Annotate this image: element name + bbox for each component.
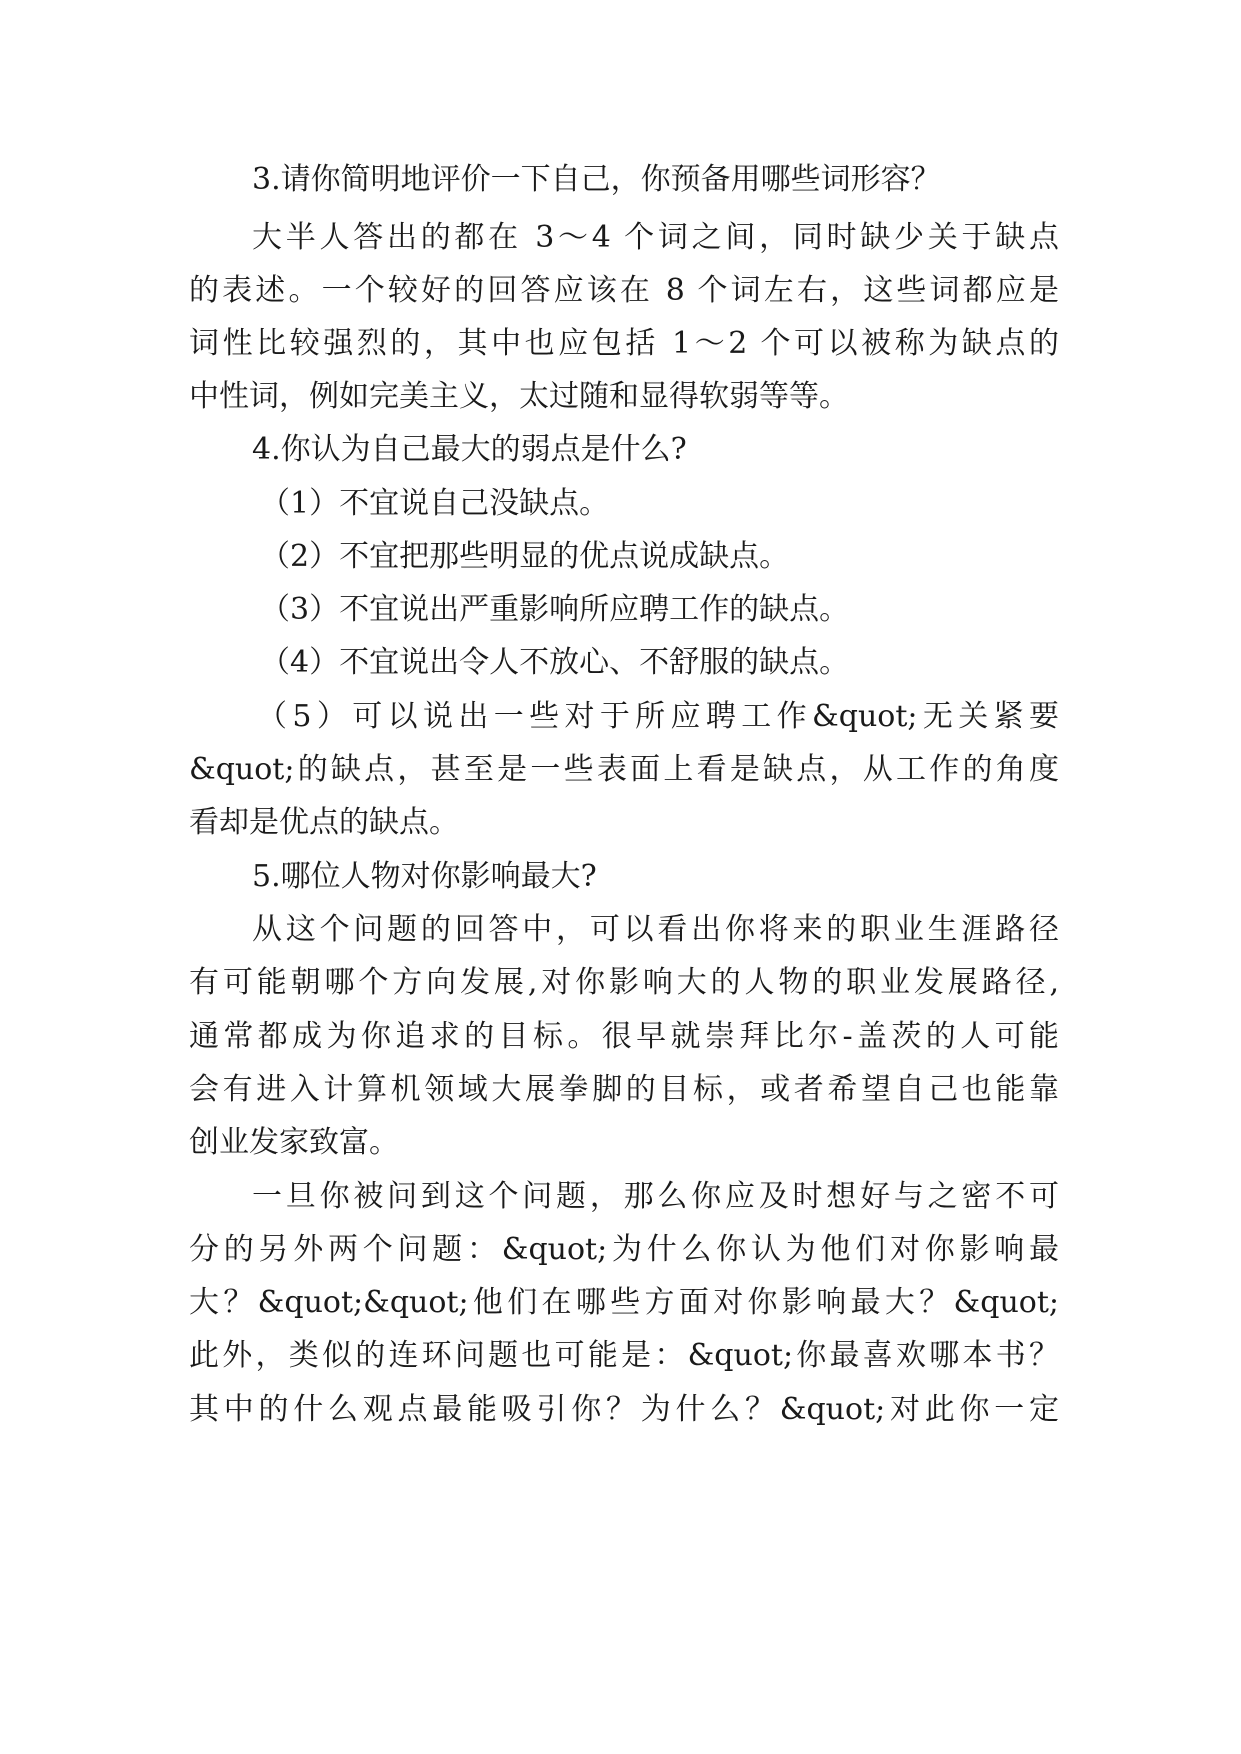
paragraph-line: 一旦你被问到这个问题，那么你应及时想好与之密不可	[252, 1179, 1059, 1214]
paragraph-line: 中性词，例如完美主义，太过随和显得软弱等等。	[189, 379, 849, 414]
paragraph-line: 大半人答出的都在 3～4 个词之间，同时缺少关于缺点	[252, 220, 1059, 255]
list-item: （5）可以说出一些对于所应聘工作&quot;无关紧要	[257, 699, 1059, 734]
question-3-heading: 3.请你简明地评价一下自己，你预备用哪些词形容？	[252, 162, 941, 197]
paragraph-line: 有可能朝哪个方向发展,对你影响大的人物的职业发展路径,	[189, 965, 1059, 1000]
paragraph-line: 大？&quot;&quot;他们在哪些方面对你影响最大？&quot;	[189, 1285, 1059, 1320]
paragraph-line: 创业发家致富。	[189, 1125, 399, 1160]
paragraph-line: 通常都成为你追求的目标。很早就崇拜比尔-盖茨的人可能	[189, 1019, 1059, 1054]
paragraph-line: 此外，类似的连环问题也可能是：&quot;你最喜欢哪本书？	[189, 1338, 1059, 1373]
list-item: （1）不宜说自己没缺点。	[260, 486, 610, 521]
list-item: （2）不宜把那些明显的优点说成缺点。	[260, 539, 790, 574]
paragraph-line: 的表述。一个较好的回答应该在 8 个词左右，这些词都应是	[189, 273, 1059, 308]
paragraph-line: 从这个问题的回答中，可以看出你将来的职业生涯路径	[252, 912, 1059, 947]
paragraph-line: 会有进入计算机领域大展拳脚的目标，或者希望自己也能靠	[189, 1072, 1059, 1107]
paragraph-line: &quot;的缺点，甚至是一些表面上看是缺点，从工作的角度	[189, 752, 1059, 787]
question-4-heading: 4.你认为自己最大的弱点是什么?	[252, 432, 687, 467]
paragraph-line: 看却是优点的缺点。	[189, 805, 459, 840]
paragraph-line: 词性比较强烈的，其中也应包括 1～2 个可以被称为缺点的	[189, 326, 1059, 361]
paragraph-line: 分的另外两个问题：&quot;为什么你认为他们对你影响最	[189, 1232, 1059, 1267]
list-item: （4）不宜说出令人不放心、不舒服的缺点。	[260, 645, 850, 680]
question-5-heading: 5.哪位人物对你影响最大?	[252, 859, 597, 894]
list-item: （3）不宜说出严重影响所应聘工作的缺点。	[260, 592, 850, 627]
paragraph-line: 其中的什么观点最能吸引你？为什么？&quot;对此你一定	[189, 1392, 1059, 1427]
